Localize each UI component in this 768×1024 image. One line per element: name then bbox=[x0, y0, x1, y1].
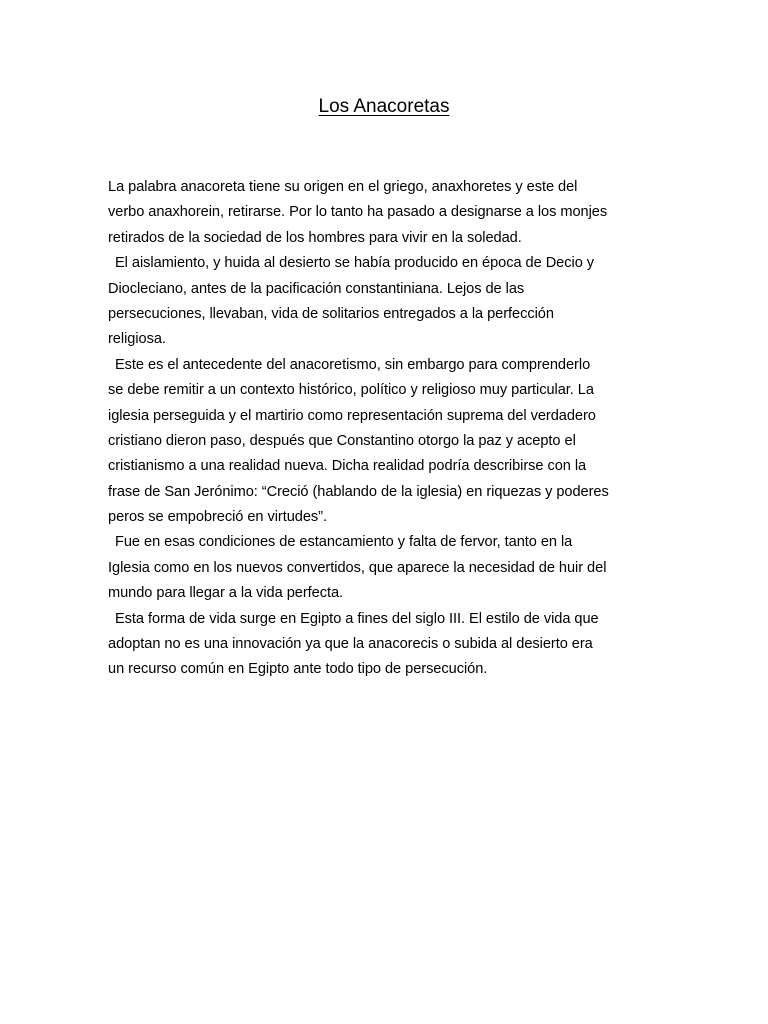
body-line: religiosa. bbox=[108, 331, 166, 348]
body-line: El aislamiento, y huida al desierto se había producido en época de Decio y bbox=[115, 255, 595, 272]
body-line: Este es el antecedente del anacoretismo, sin embargo para comprenderlo bbox=[115, 356, 591, 373]
body-line: Diocleciano, antes de la pacificación constantiniana. Lejos de las bbox=[108, 280, 525, 297]
body-line: cristianismo a una realidad nueva. Dicha realidad podría describirse con la bbox=[108, 458, 587, 475]
body-line: frase de San Jerónimo: “Creció (hablando de la iglesia) en riquezas y poderes bbox=[108, 483, 609, 500]
body-line: La palabra anacoreta tiene su origen en el griego, anaxhoretes y este del bbox=[108, 179, 578, 195]
body-line: Fue en esas condiciones de estancamiento y falta de fervor, tanto en la bbox=[115, 534, 573, 551]
document-title: Los Anacoretas bbox=[318, 96, 450, 117]
body-line: verbo anaxhorein, retirarse. Por lo tanto ha pasado a designarse a los monjes bbox=[108, 204, 608, 221]
body-line: iglesia perseguida y el martirio como representación suprema del verdadero bbox=[108, 407, 596, 424]
body-line: cristiano dieron paso, después que Constantino otorgo la paz y acepto el bbox=[108, 432, 576, 449]
body-line: peros se empobreció en virtudes”. bbox=[108, 509, 327, 526]
body-line: persecuciones, llevaban, vida de solitarios entregados a la perfección bbox=[108, 305, 554, 322]
body-line: Esta forma de vida surge en Egipto a fines del siglo III. El estilo de vida que bbox=[115, 610, 599, 627]
body-line: un recurso común en Egipto ante todo tipo de persecución. bbox=[108, 661, 488, 678]
body-line: adoptan no es una innovación ya que la anacorecis o subida al desierto era bbox=[108, 636, 593, 653]
body-line: se debe remitir a un contexto histórico, político y religioso muy particular. La bbox=[108, 382, 594, 399]
document-body bbox=[108, 175, 668, 683]
body-line: Iglesia como en los nuevos convertidos, que aparece la necesidad de huir del bbox=[108, 559, 607, 576]
body-line: mundo para llegar a la vida perfecta. bbox=[108, 585, 344, 602]
body-line: retirados de la sociedad de los hombres para vivir en la soledad. bbox=[108, 229, 522, 246]
